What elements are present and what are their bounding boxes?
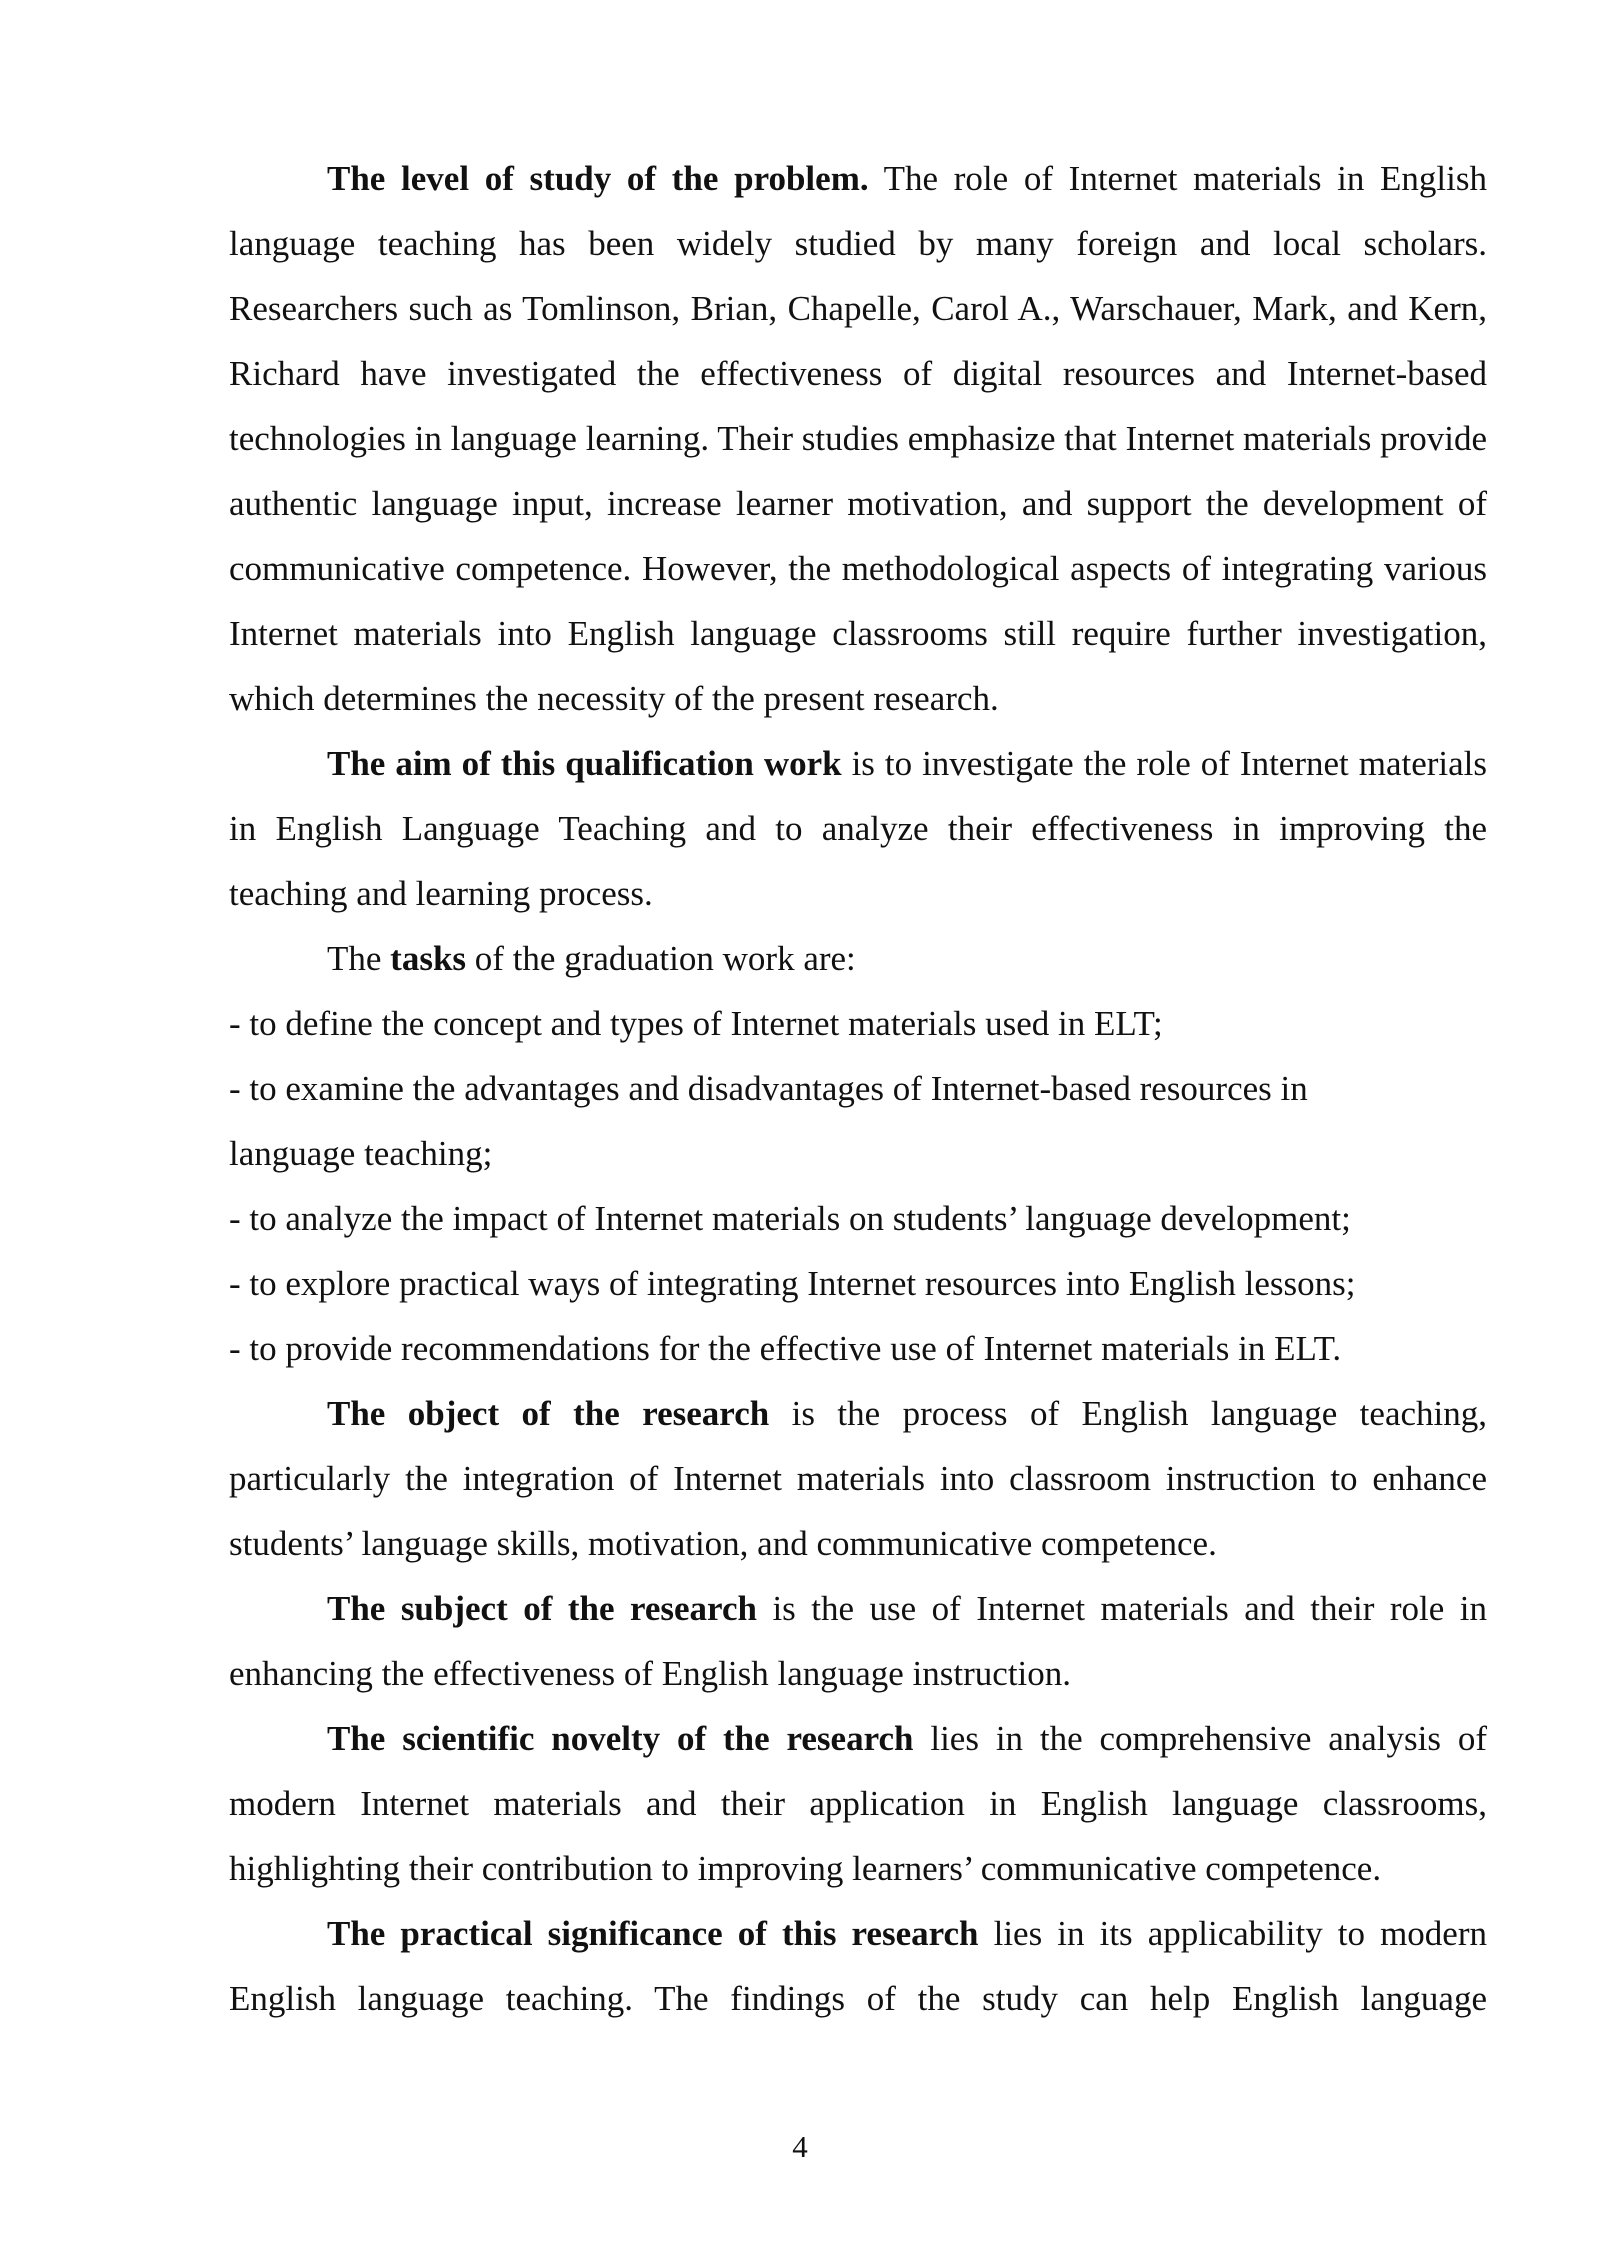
- paragraph-aim: [229, 731, 1487, 926]
- text-level-of-study: The role of Internet materials in English language teaching has been widely studied by many foreign and local scholars. Researchers such as Tomlinson, Brian, Chapelle, Carol A., Warschauer, Mark, and Kern, Richard have investigated the effectiveness of digital resources and Internet-based technologies in language learning. Their studies emphasize that Internet materials provide authentic language input, increase learner motivation, and support the development of communicative competence. However, the methodological aspects of integrating various Internet materials into English language classrooms still require further investigation, which determines the necessity of the present research.: [229, 159, 1487, 718]
- paragraph-practical-significance: [229, 1901, 1487, 2031]
- page-number: 4: [792, 2129, 808, 2164]
- task-item-4: - to explore practical ways of integrating Internet resources into English lessons;: [229, 1264, 1356, 1303]
- paragraph-novelty: [229, 1706, 1487, 1901]
- heading-object: The object of the research: [327, 1394, 770, 1433]
- paragraph-tasks-intro: [229, 926, 1487, 991]
- text-object: is the process of English language teaching, particularly the integration of Internet materials into classroom instruction to enhance students’ language skills, motivation, and communicative competence.: [229, 1394, 1487, 1563]
- task-item-5: - to provide recommendations for the effective use of Internet materials in ELT.: [229, 1329, 1342, 1368]
- tasks-intro-before: The: [327, 939, 391, 978]
- paragraph-level-of-study: [229, 146, 1487, 731]
- body-text: [229, 146, 1487, 2031]
- heading-level-of-study: The level of study of the problem.: [327, 159, 869, 198]
- text-subject: is the use of Internet materials and their role in enhancing the effectiveness of English language instruction.: [229, 1589, 1487, 1693]
- heading-novelty: The scientific novelty of the research: [327, 1719, 914, 1758]
- task-item-2: - to examine the advantages and disadvantages of Internet-based resources in language teaching;: [229, 1069, 1308, 1173]
- heading-tasks: tasks: [390, 939, 467, 978]
- tasks-intro-after: of the graduation work are:: [466, 939, 856, 978]
- task-item-1: - to define the concept and types of Internet materials used in ELT;: [229, 1004, 1163, 1043]
- text-practical-significance: lies in its applicability to modern English language teaching. The findings of the study can help English language: [229, 1914, 1488, 2018]
- text-novelty: lies in the comprehensive analysis of modern Internet materials and their application in English language classrooms, highlighting their contribution to improving learners’ communicative competence.: [229, 1719, 1488, 1888]
- paragraph-subject: [229, 1576, 1487, 1706]
- heading-practical-significance: The practical significance of this research: [327, 1914, 979, 1953]
- paragraph-object: [229, 1381, 1487, 1576]
- heading-subject: The subject of the research: [327, 1589, 757, 1628]
- heading-aim: The aim of this qualification work: [327, 744, 842, 783]
- text-aim: is to investigate the role of Internet materials in English Language Teaching and to analyze their effectiveness in improving the teaching and learning process.: [229, 744, 1487, 913]
- task-item-3: - to analyze the impact of Internet materials on students’ language development;: [229, 1199, 1351, 1238]
